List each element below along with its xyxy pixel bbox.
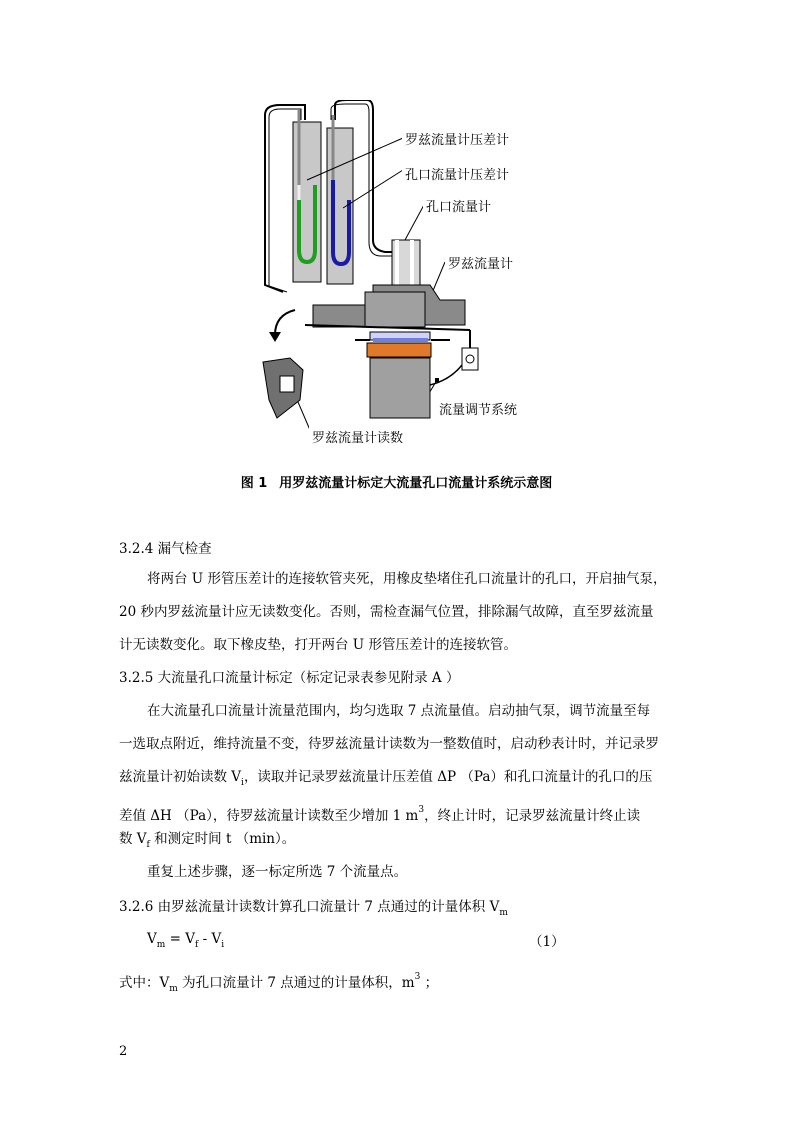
label-reading: 罗兹流量计读数	[312, 431, 404, 446]
paragraph-line: 在大流量孔口流量计流量范围内，均匀选取 7 点流量值。启动抽气泵，调节流量至每	[147, 703, 651, 719]
paragraph-line: 式中：$V_m$ 为孔口流量计 7 点通过的计量体积，$m^3$ ；	[119, 972, 439, 994]
paragraph-line: 将两台 U 形管压差计的连接软管夹死，用橡皮垫堵住孔口流量计的孔口，开启抽气泵，	[147, 571, 667, 587]
orange-disc	[367, 343, 431, 357]
paragraph-line: 20 秒内罗兹流量计应无读数变化。否则，需检查漏气位置，排除漏气故障，直至罗兹流量	[119, 604, 654, 620]
label-orifice: 孔口流量计	[426, 200, 492, 215]
label-regulator: 流量调节系统	[439, 403, 518, 418]
paragraph-line: 差值 ΔH （Pa），待罗兹流量计读数至少增加 1 $m^3$，终止计时，记录罗兹流量计终止读	[119, 805, 641, 824]
reading-display	[263, 358, 303, 418]
label-roots: 罗兹流量计	[448, 257, 514, 272]
caption-number: 图 1	[240, 476, 268, 491]
equation-number: （1）	[529, 934, 565, 950]
figure-caption	[0, 472, 793, 491]
orifice-flowmeter	[392, 240, 420, 285]
page-number: 2	[119, 1044, 128, 1059]
u-tube-manometer-left	[293, 110, 321, 282]
valve	[430, 330, 478, 385]
label-orifice-dp: 孔口流量计压差计	[405, 168, 510, 183]
paragraph-line: 重复上述步骤，逐一标定所选 7 个流量点。	[147, 864, 408, 880]
paragraph-line: 计无读数变化。取下橡皮垫，打开两台 U 形管压差计的连接软管。	[119, 637, 517, 653]
paragraph-line: 一选取点附近，维持流量不变，待罗兹流量计读数为一整数值时，启动秒表计时，并记录罗	[119, 736, 659, 752]
label-roots-dp: 罗兹流量计压差计	[405, 133, 510, 148]
equation: $V_m = V_f - V_i$	[147, 931, 225, 950]
pump	[370, 358, 430, 418]
u-tube-manometer-right	[327, 115, 353, 284]
system-diagram	[255, 100, 550, 455]
paragraph-line: 数 $V_f$ 和测定时间 t （min）。	[119, 831, 296, 850]
caption-text: 用罗兹流量计标定大流量孔口流量计系统示意图	[279, 476, 553, 491]
section-heading-324: 3.2.4 漏气检查	[119, 541, 212, 557]
arrow-icon	[275, 310, 295, 335]
section-heading-326: 3.2.6 由罗兹流量计读数计算孔口流量计 7 点通过的计量体积 $V_m$	[119, 899, 508, 918]
section-heading-325: 3.2.5 大流量孔口流量计标定（标定记录表参见附录 A ）	[119, 670, 460, 686]
roots-flowmeter	[305, 285, 470, 330]
paragraph-line: 兹流量计初始读数 $V_i$，读取并记录罗兹流量计压差值 ΔP （Pa）和孔口流量计的孔口的压	[119, 769, 653, 788]
